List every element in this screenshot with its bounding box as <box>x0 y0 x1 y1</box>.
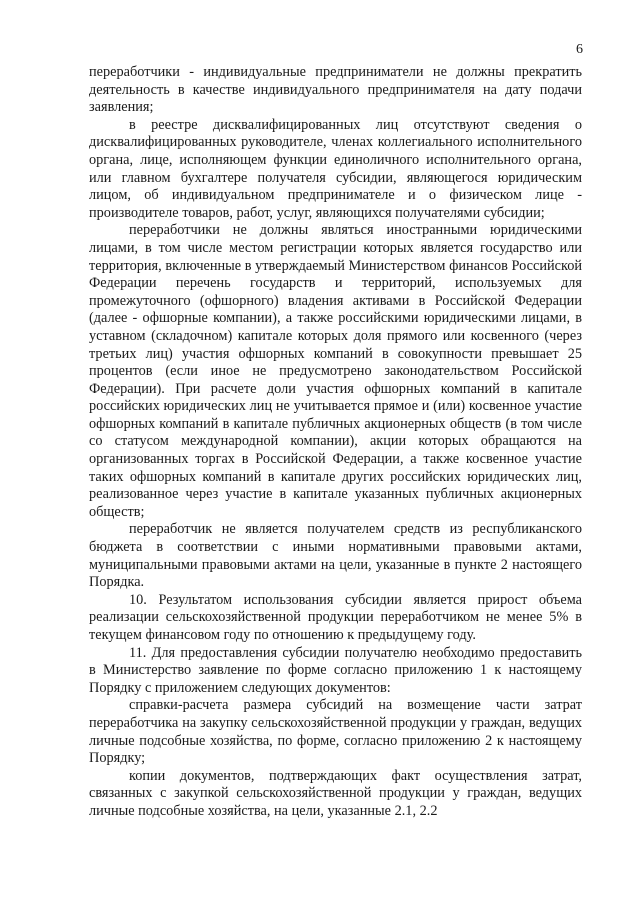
paragraph-3: переработчики не должны являться иностранными юридическими лицами, в том числе местом регистрации которых является государство или территория, включенные в утверждаемый Министерством финансов Российской Федерации перечень государств и территорий, используемых для промежуточного (офшорного) владения активами в Российской Федерации (далее - офшорные компании), а также российскими юридическими лицами, в уставном (складочном) капитале которых доля прямого или косвенного (через третьих лиц) участия офшорных компаний в совокупности превышает 25 процентов (если иное не предусмотрено законодательством Российской Федерации). При расчете доли участия офшорных компаний в капитале российских юридических лиц не учитывается прямое и (или) косвенное участие офшорных компаний в капитале публичных акционерных обществ (в том числе со статусом международной компании), акции которых обращаются на организованных торгах в Российской Федерации, а также косвенное участие таких офшорных компаний в капитале других российских юридических лиц, реализованное через участие в капитале указанных публичных акционерных обществ; <box>89 222 582 520</box>
page-number: 6 <box>576 42 583 57</box>
paragraph-4: переработчик не является получателем средств из республиканского бюджета в соответствии с иными нормативными правовыми актами, муниципальными правовыми актами на цели, указанные в пункте 2 настоящего Порядка. <box>89 521 582 591</box>
paragraph-8: копии документов, подтверждающих факт осуществления затрат, связанных с закупкой сельскохозяйственной продукции у граждан, ведущих личные подсобные хозяйства, на цели, указанные 2.1, 2.2 <box>89 767 582 819</box>
paragraph-1: переработчики - индивидуальные предприниматели не должны прекратить деятельность в качестве индивидуального предпринимателя на дату подачи заявления; <box>89 64 582 116</box>
paragraph-6: 11. Для предоставления субсидии получателю необходимо предоставить в Министерство заявление по форме согласно приложению 1 к настоящему Порядку с приложением следующих документов: <box>89 644 582 696</box>
paragraph-7: справки-расчета размера субсидий на возмещение части затрат переработчика на закупку сельскохозяйственной продукции у граждан, ведущих личные подсобные хозяйства, по форме, согласно приложению 2 к настоящему Порядку; <box>89 697 582 767</box>
document-body <box>89 64 582 821</box>
paragraph-5: 10. Результатом использования субсидии является прирост объема реализации сельскохозяйственной продукции переработчиком не менее 5% в текущем финансовом году по отношению к предыдущему году. <box>89 591 582 643</box>
paragraph-2: в реестре дисквалифицированных лиц отсутствуют сведения о дисквалифицированных руководителе, членах коллегиального исполнительного органа, лице, исполняющем функции единоличного исполнительного органа, или главном бухгалтере получателя субсидии, являющегося юридическим лицом, об индивидуальном предпринимателе и о физическом лице - производителе товаров, работ, услуг, являющихся получателями субсидии; <box>89 116 582 221</box>
